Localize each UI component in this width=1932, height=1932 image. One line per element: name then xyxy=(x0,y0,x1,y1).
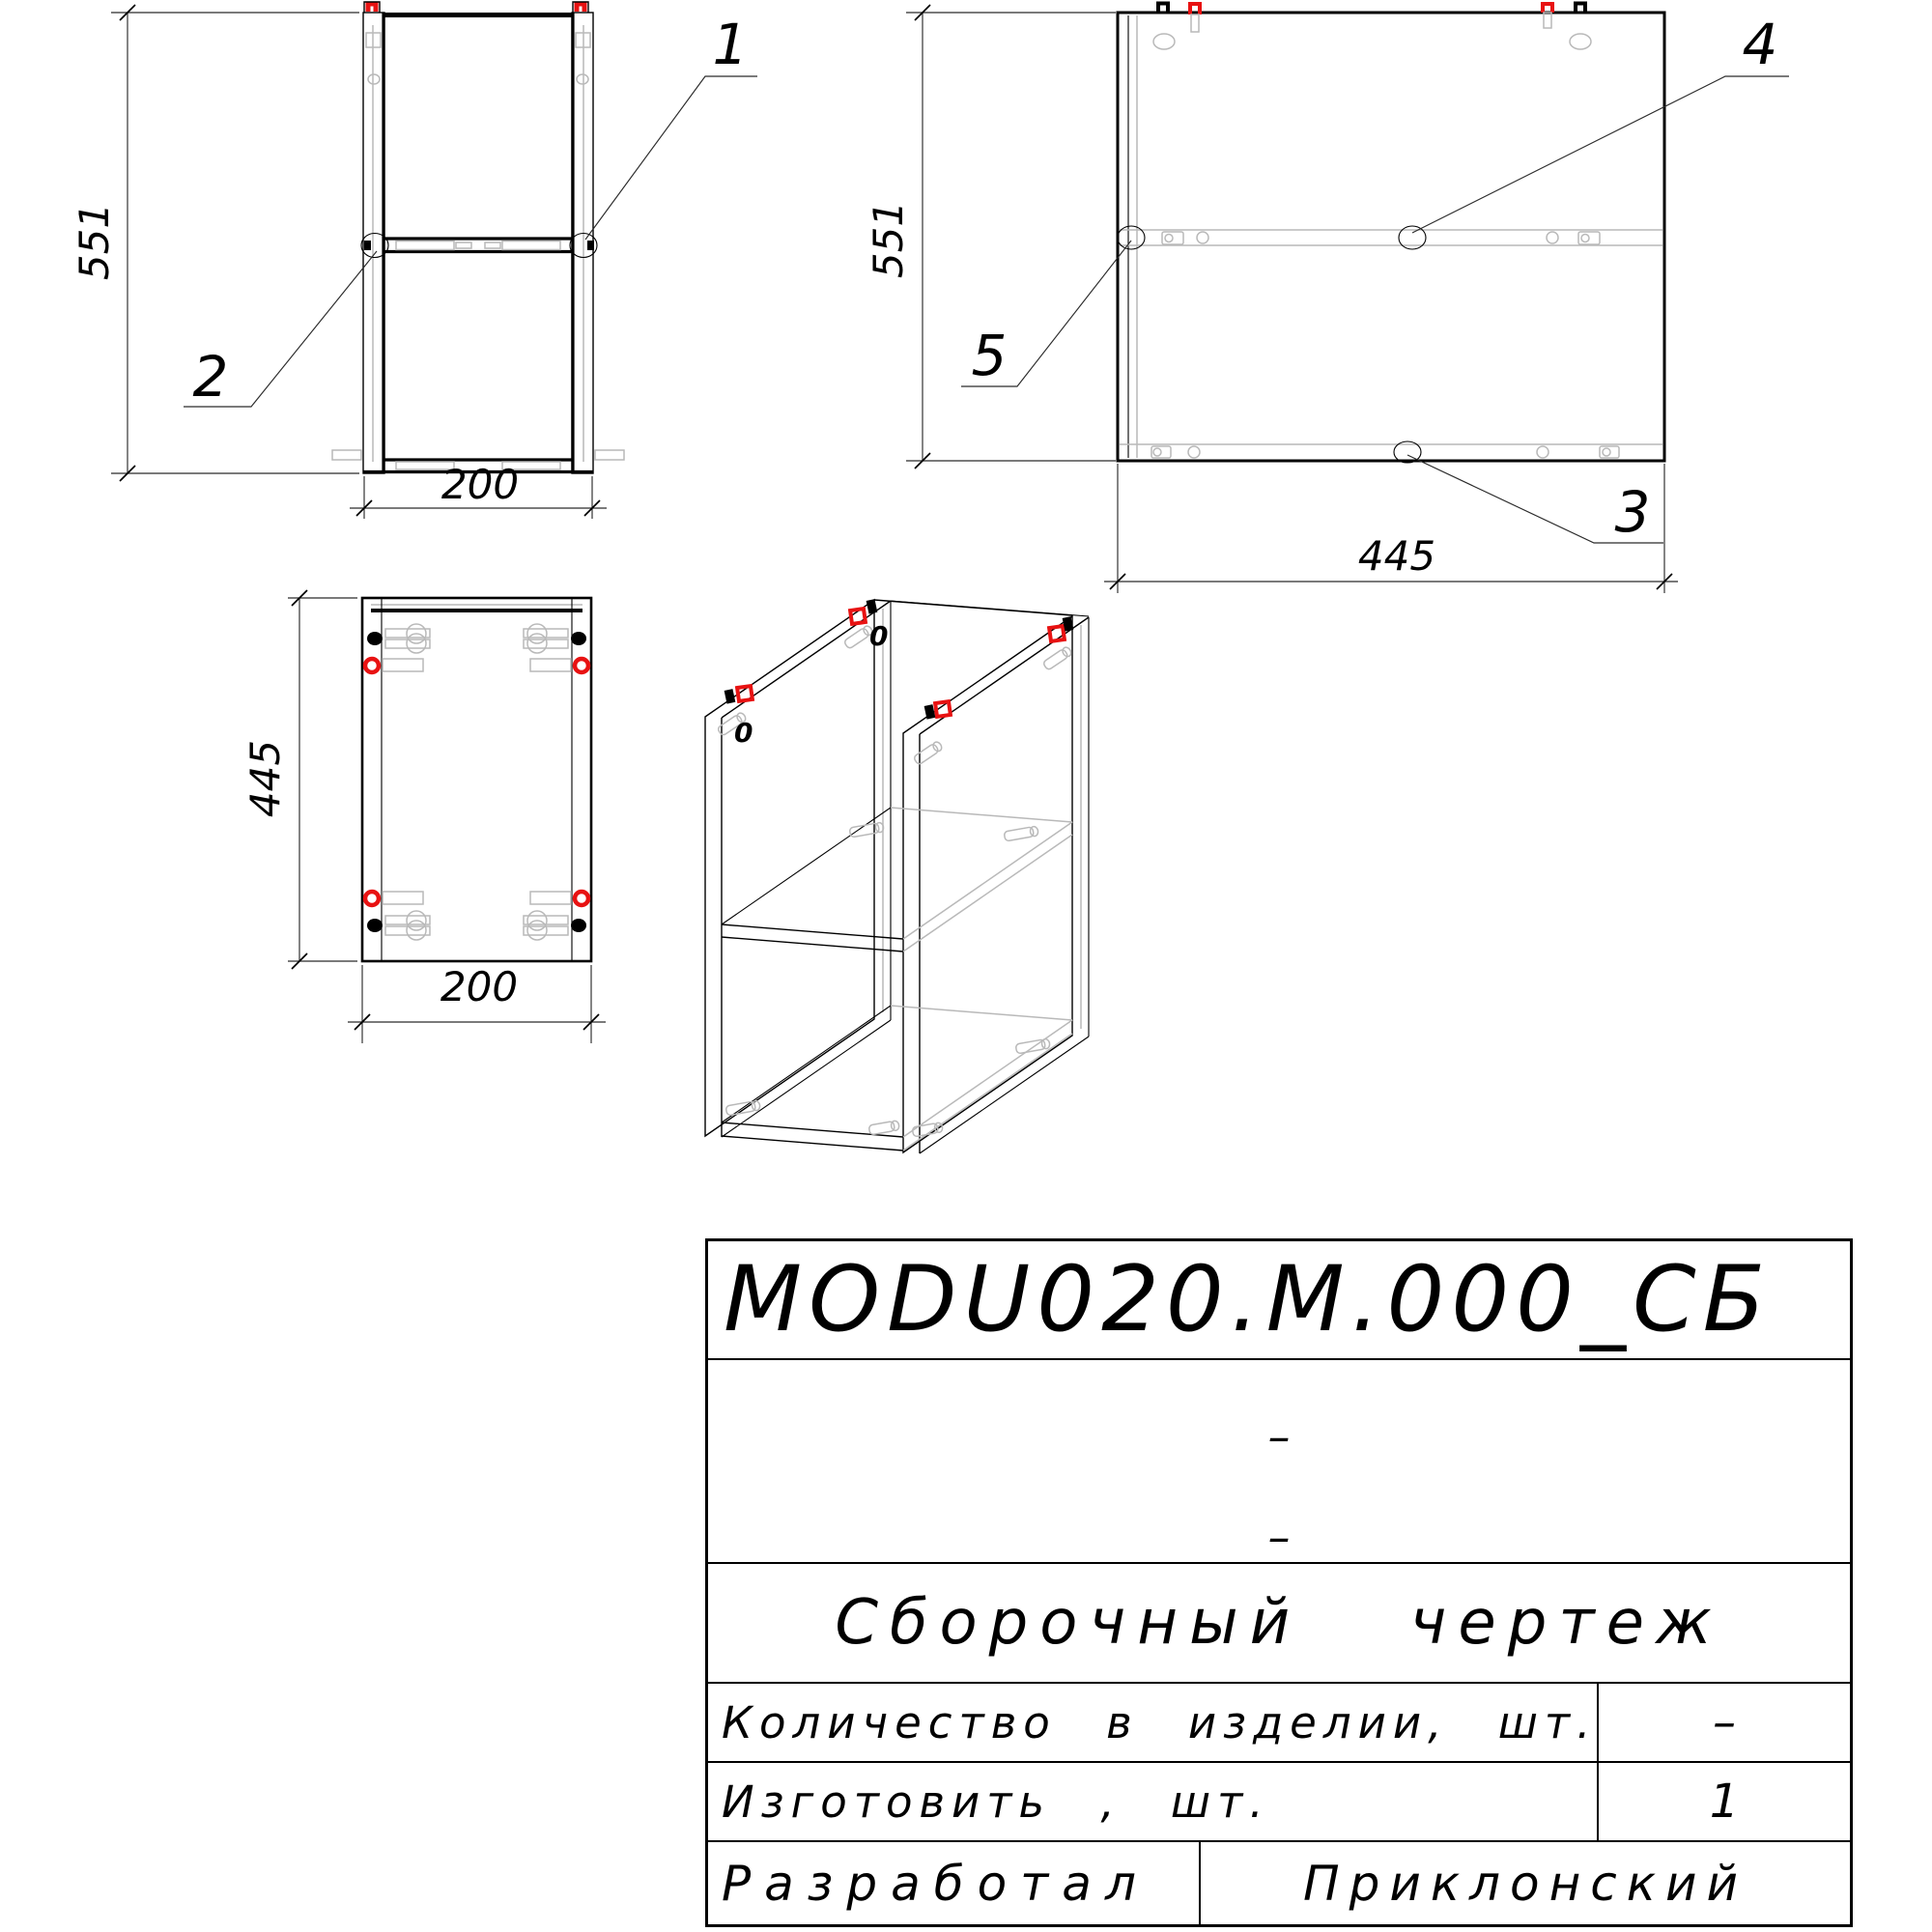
iso-zero-right: 0 xyxy=(869,620,889,652)
drawing-designation: MODU020.M.000_СБ xyxy=(724,1247,1773,1352)
dowel-connectors-icon xyxy=(717,625,1072,1137)
make-qty-value: 1 xyxy=(1597,1763,1850,1840)
side-view xyxy=(865,4,1789,594)
make-qty-label: Изготовить , шт. xyxy=(722,1776,1270,1828)
callout-2: 2 xyxy=(192,344,229,410)
top-depth-dimension: 445 xyxy=(242,739,289,818)
blank-fields-row xyxy=(708,1358,1850,1562)
callout-1: 1 xyxy=(712,12,749,77)
isometric-view xyxy=(705,599,1089,1153)
quantity-row xyxy=(708,1682,1850,1761)
blank-field-2: – xyxy=(1267,1511,1291,1563)
corner-fittings-icon xyxy=(365,624,588,940)
blank-field-1: – xyxy=(1267,1410,1291,1463)
front-view xyxy=(71,2,757,519)
document-type-row xyxy=(708,1562,1850,1682)
side-height-dimension: 551 xyxy=(865,200,912,279)
side-depth-dimension: 445 xyxy=(1357,532,1436,580)
qty-in-product-label: Количество в изделии, шт. xyxy=(722,1696,1597,1748)
designation-row xyxy=(708,1241,1850,1358)
callout-5: 5 xyxy=(971,323,1008,388)
top-view xyxy=(242,590,606,1043)
red-fitting-marks-icon xyxy=(724,599,1074,720)
developed-by-label: Разработал xyxy=(708,1842,1201,1924)
document-type: Сборочный чертеж xyxy=(835,1587,1723,1659)
developed-by-value: Приклонский xyxy=(1303,1855,1747,1912)
manufacture-row xyxy=(708,1761,1850,1840)
front-width-dimension: 200 xyxy=(440,461,520,508)
cap-fitting-icon xyxy=(364,2,588,13)
qty-in-product-value: – xyxy=(1597,1684,1850,1761)
front-height-dimension: 551 xyxy=(71,202,118,281)
iso-zero-left: 0 xyxy=(734,717,753,749)
callout-4: 4 xyxy=(1742,12,1778,77)
callout-3: 3 xyxy=(1614,479,1651,545)
top-width-dimension: 200 xyxy=(440,963,519,1010)
cap-fitting-icon xyxy=(1153,4,1591,50)
developer-row xyxy=(708,1840,1850,1924)
title-block xyxy=(705,1238,1853,1927)
